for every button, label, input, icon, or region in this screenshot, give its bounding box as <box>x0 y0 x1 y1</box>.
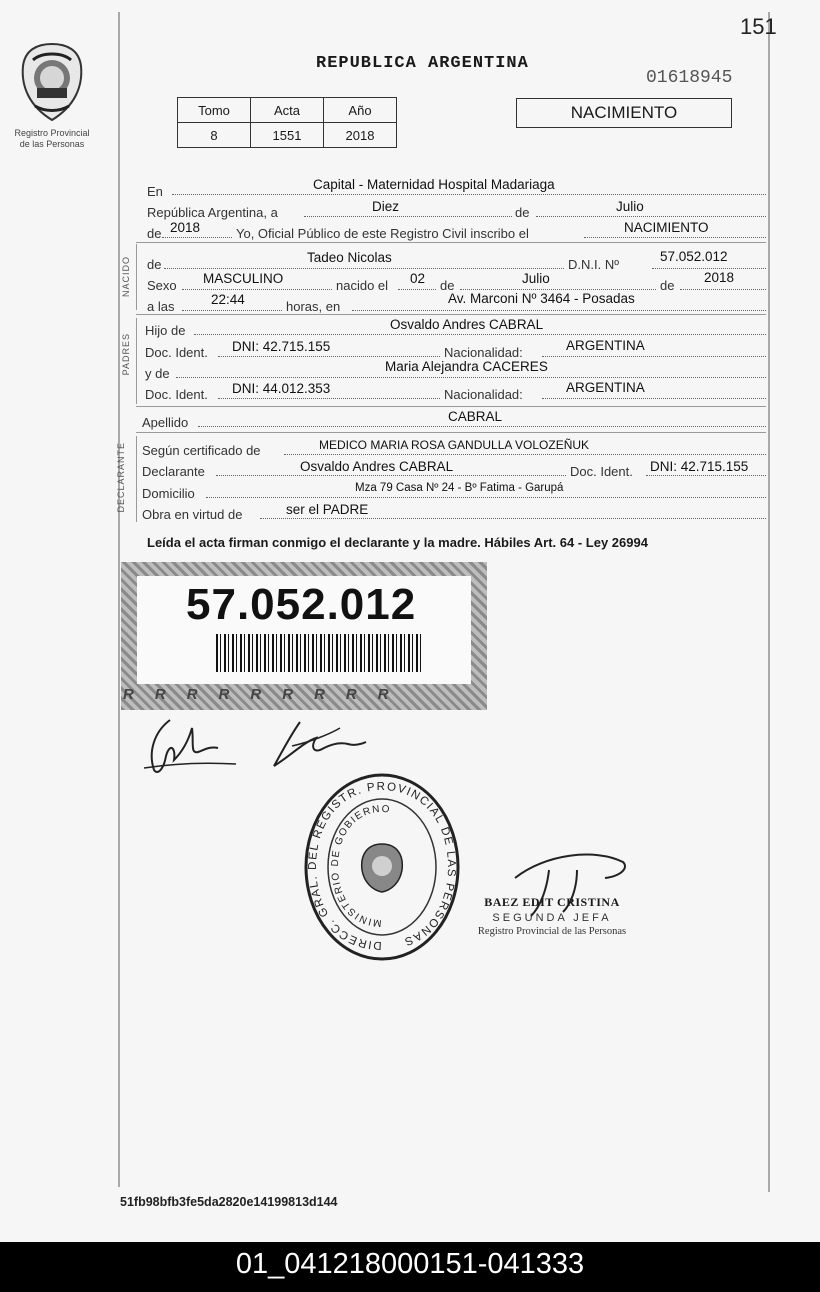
sexo-label: Sexo <box>147 278 177 293</box>
document-title: REPUBLICA ARGENTINA <box>316 54 529 73</box>
place-value: Capital - Maternidad Hospital Madariaga <box>313 177 555 192</box>
dotted-line <box>646 475 766 476</box>
section-vertical-divider <box>136 318 137 404</box>
dotted-line <box>218 398 440 399</box>
dotted-line <box>542 356 766 357</box>
left-margin-line <box>118 12 120 1187</box>
official-organization: Registro Provincial de las Personas <box>477 926 627 937</box>
nacido-de-label: de <box>147 257 162 272</box>
en-label: En <box>147 184 163 199</box>
father-doc-value: DNI: 42.715.155 <box>232 339 331 354</box>
serial-number: 01618945 <box>646 68 733 88</box>
dotted-line <box>182 310 282 311</box>
child-name-value: Tadeo Nicolas <box>307 250 392 265</box>
dotted-line <box>218 356 440 357</box>
section-divider <box>136 314 766 315</box>
obra-value: ser el PADRE <box>286 502 369 517</box>
declarante-section-label: DECLARANTE <box>116 442 126 513</box>
nacido-de-label-2: de <box>440 278 455 293</box>
obra-label: Obra en virtud de <box>142 507 243 522</box>
dni-label: D.N.I. Nº <box>568 257 619 272</box>
closing-statement: Leída el acta firman conmigo el declarante y la madre. Hábiles Art. 64 - Ley 26994 <box>147 535 648 550</box>
father-nationality-label: Nacionalidad: <box>444 345 523 360</box>
registry-logo <box>6 40 98 150</box>
year-value: 2018 <box>170 220 201 235</box>
pattern-letter: R <box>282 686 315 703</box>
dotted-line <box>680 289 766 290</box>
father-nationality-value: ARGENTINA <box>566 338 645 353</box>
dotted-line <box>536 216 766 217</box>
birth-year-value: 2018 <box>704 270 735 285</box>
dotted-line <box>304 216 512 217</box>
nacido-el-label: nacido el <box>336 278 389 293</box>
section-divider <box>136 242 766 243</box>
certificado-value: MEDICO MARIA ROSA GANDULLA VOLOZEÑUK <box>319 438 590 452</box>
declarante-doc-label: Doc. Ident. <box>570 464 633 479</box>
pattern-letter: R <box>218 686 251 703</box>
dotted-line <box>652 268 766 269</box>
pattern-letter: R <box>314 686 346 703</box>
y-de-label: y de <box>145 366 170 381</box>
registry-table <box>177 97 397 148</box>
dotted-line <box>198 426 766 427</box>
official-role: SEGUNDA JEFA <box>492 912 612 924</box>
barcode-number: 57.052.012 <box>186 580 417 629</box>
section-vertical-divider <box>136 436 137 522</box>
dotted-line <box>206 497 766 498</box>
de-label: de <box>515 205 530 220</box>
birth-month-value: Julio <box>522 271 550 286</box>
table-header-acta: Acta <box>251 98 324 123</box>
dotted-line <box>182 289 332 290</box>
birth-day-value: 02 <box>410 271 426 286</box>
dotted-line <box>284 454 766 455</box>
table-value-acta: 1551 <box>251 123 324 148</box>
dotted-line <box>162 237 232 238</box>
seal-outer-text: DIRECC. GRAL. DEL REGISTR. PROVINCIAL DE LAS PERSONAS <box>306 780 458 952</box>
hijo-de-label: Hijo de <box>145 323 186 338</box>
apellido-value: CABRAL <box>448 409 503 424</box>
page-number: 151 <box>740 14 777 39</box>
mother-nationality-value: ARGENTINA <box>566 380 645 395</box>
birth-address-value: Av. Marconi Nº 3464 - Posadas <box>448 291 635 306</box>
dotted-line <box>260 518 766 519</box>
officer-text: Yo, Oficial Público de este Registro Civil inscribo el <box>236 226 529 241</box>
mother-doc-label: Doc. Ident. <box>145 387 208 402</box>
barcode-pattern-row <box>123 686 485 710</box>
section-divider <box>136 432 766 433</box>
day-value: Diez <box>372 199 400 214</box>
month-value: Julio <box>616 199 644 214</box>
father-doc-label: Doc. Ident. <box>145 345 208 360</box>
pattern-letter: R <box>123 686 155 703</box>
horas-label: horas, en <box>286 299 341 314</box>
dotted-line <box>460 289 656 290</box>
dotted-line <box>584 237 766 238</box>
official-name: BAEZ EDIT CRISTINA <box>484 895 620 909</box>
pattern-letter: R <box>345 686 378 703</box>
apellido-label: Apellido <box>142 415 189 430</box>
domicilio-value: Mza 79 Casa Nº 24 - Bº Fatima - Garupá <box>355 482 564 494</box>
section-vertical-divider <box>136 244 137 310</box>
record-kind-value: NACIMIENTO <box>624 220 709 235</box>
official-signature-block <box>462 895 642 937</box>
declarante-value: Osvaldo Andres CABRAL <box>300 459 454 474</box>
dotted-line <box>398 289 436 290</box>
logo-caption-line-2: de las Personas <box>19 139 85 149</box>
seal-inner-text: MINISTERIO DE GOBIERNO <box>329 803 392 929</box>
pattern-letter: R <box>186 686 219 703</box>
mother-name-value: Maria Alejandra CACERES <box>385 359 548 374</box>
pattern-letter: R <box>250 686 283 703</box>
document-hash: 51fb98bfb3fe5da2820e14199813d144 <box>120 1195 338 1209</box>
nacido-section-label: NACIDO <box>121 256 131 298</box>
pattern-letter: R <box>154 686 187 703</box>
barcode-icon <box>216 634 422 672</box>
dotted-line <box>542 398 766 399</box>
logo-caption-line-1: Registro Provincial <box>14 128 90 138</box>
dotted-line <box>176 377 766 378</box>
province-emblem-icon <box>17 40 87 124</box>
dotted-line <box>172 194 766 195</box>
table-header-tomo: Tomo <box>178 98 251 123</box>
declarante-doc-value: DNI: 42.715.155 <box>650 459 749 474</box>
table-value-tomo: 8 <box>178 123 251 148</box>
de2-label: de <box>147 226 162 241</box>
sexo-value: MASCULINO <box>203 271 284 286</box>
declarant-signature-icon <box>140 712 240 780</box>
record-type-box: NACIMIENTO <box>516 98 732 128</box>
mother-doc-value: DNI: 44.012.353 <box>232 381 331 396</box>
father-name-value: Osvaldo Andres CABRAL <box>390 317 544 332</box>
table-value-ano: 2018 <box>324 123 397 148</box>
dotted-line <box>352 310 766 311</box>
republica-label: República Argentina, a <box>147 205 278 220</box>
nacido-de-label-3: de <box>660 278 675 293</box>
domicilio-label: Domicilio <box>142 486 195 501</box>
a-las-label: a las <box>147 299 175 314</box>
table-header-ano: Año <box>324 98 397 123</box>
certificado-label: Según certificado de <box>142 443 261 458</box>
pattern-letter: R <box>377 686 410 703</box>
right-margin-line <box>768 12 770 1192</box>
birth-time-value: 22:44 <box>211 292 245 307</box>
dotted-line <box>216 475 566 476</box>
padres-section-label: PADRES <box>121 333 131 376</box>
mother-signature-icon <box>270 712 370 772</box>
scan-footer-id: 01_041218000151-041333 <box>0 1242 820 1292</box>
child-dni-value: 57.052.012 <box>660 249 728 264</box>
section-divider <box>136 406 766 407</box>
mother-nationality-label: Nacionalidad: <box>444 387 523 402</box>
dotted-line <box>164 268 564 269</box>
official-seal-icon <box>302 770 462 964</box>
dotted-line <box>194 334 766 335</box>
declarante-label: Declarante <box>142 464 205 479</box>
